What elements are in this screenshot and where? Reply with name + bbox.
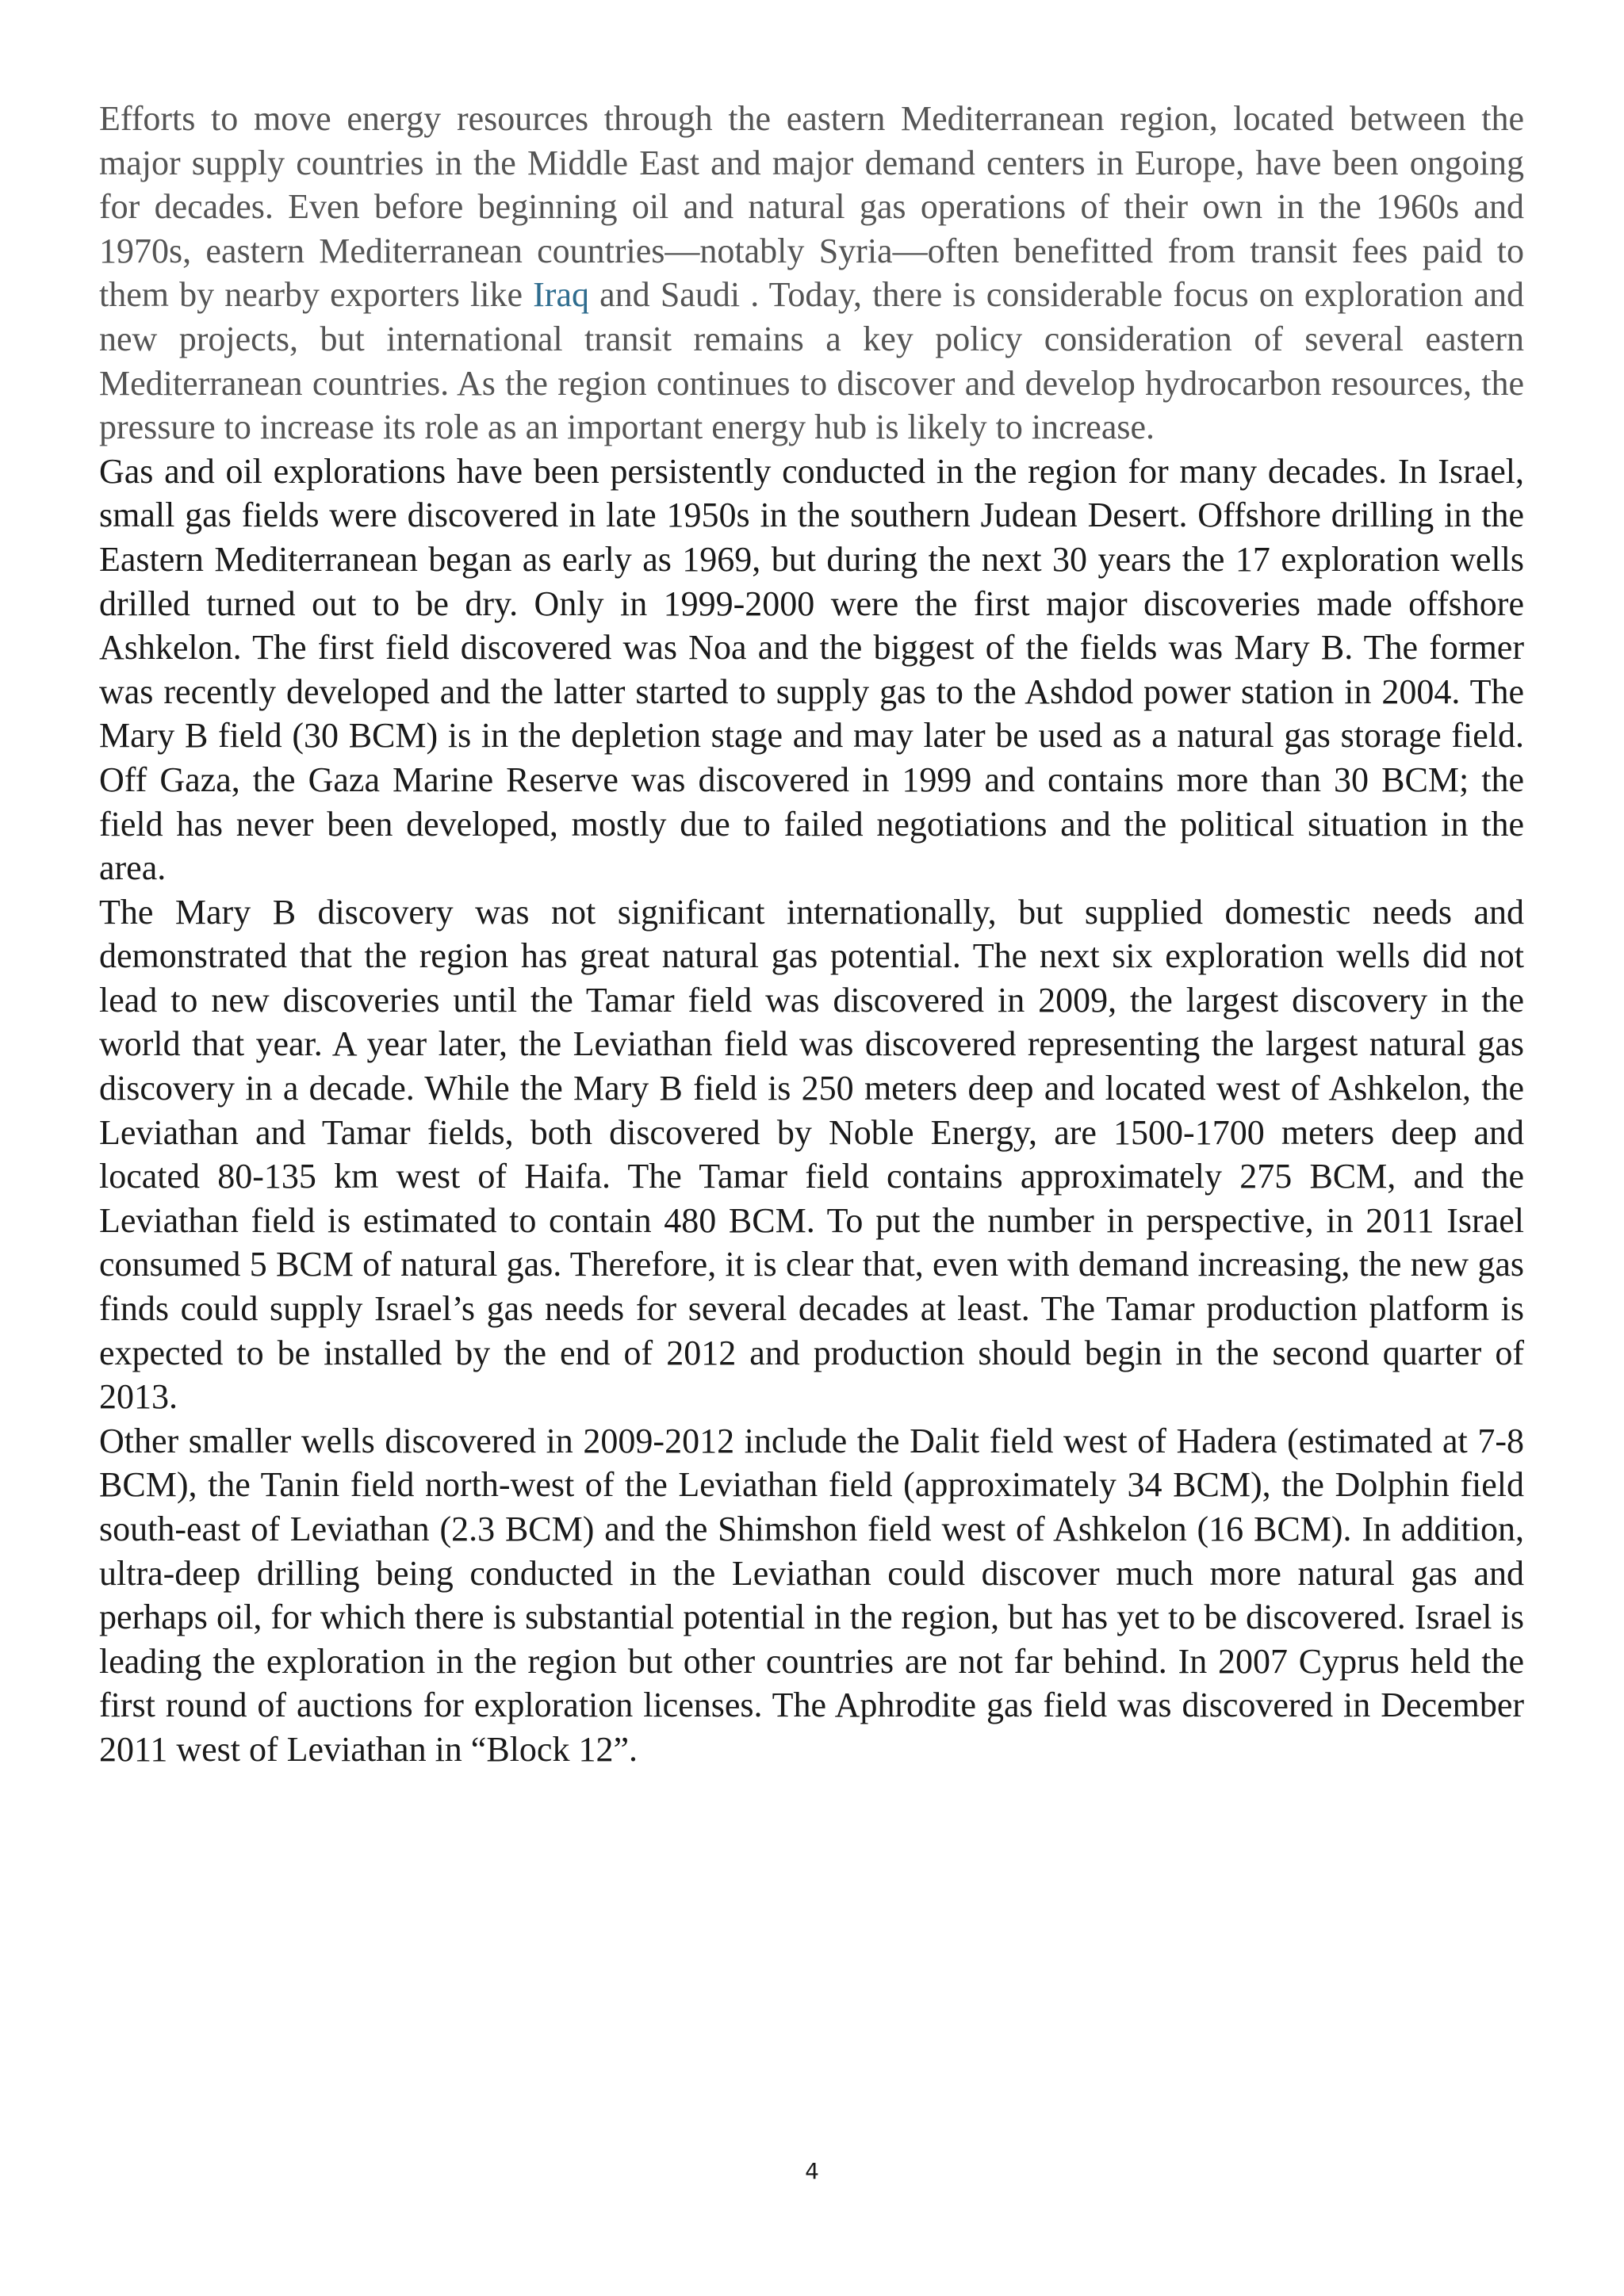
intro-text-end: and Saudi . Today, there is considerable focus on exploration and new projects, but international transit remains a key policy consideration of several eastern Mediterranean countries. As the region continues to discover and develop hydrocarbon resources, the pressure to increase its role as an important energy hub is likely to increase. (99, 275, 1524, 447)
paragraph-major-discoveries: The Mary B discovery was not significant internationally, but supplied domestic needs and demonstrated that the region has great natural gas potential. The next six exploration wells did not lead to new discoveries until the Tamar field was discovered in 2009, the largest discovery in the world that year. A year later, the Leviathan field was discovered representing the largest natural gas discovery in a decade. While the Mary B field is 250 meters deep and located west of Ashkelon, the Leviathan and Tamar fields, both discovered by Noble Energy, are 1500-1700 meters deep and located 80-135 km west of Haifa. The Tamar field contains approximately 275 BCM, and the Leviathan field is estimated to contain 480 BCM. To put the number in perspective, in 2011 Israel consumed 5 BCM of natural gas. Therefore, it is clear that, even with demand increasing, the new gas finds could supply Israel’s gas needs for several decades at least. The Tamar production platform is expected to be installed by the end of 2012 and production should begin in the second quarter of 2013. (99, 892, 1524, 1417)
paragraph-exploration-history: Gas and oil explorations have been persistently conducted in the region for many decades. In Israel, small gas fields were discovered in late 1950s in the southern Judean Desert. Offshore drilling in the Eastern Mediterranean began as early as 1969, but during the next 30 years the 17 exploration wells drilled turned out to be dry. Only in 1999-2000 were the first major discoveries made offshore Ashkelon. The first field discovered was Noa and the biggest of the fields was Mary B. The former was recently developed and the latter started to supply gas to the Ashdod power station in 2004. The Mary B field (30 BCM) is in the depletion stage and may later be used as a natural gas storage field. Off Gaza, the Gaza Marine Reserve was discovered in 1999 and contains more than 30 BCM; the field has never been developed, mostly due to failed negotiations and the political situation in the area. (99, 451, 1524, 888)
document-body (99, 97, 1524, 1772)
paragraph-intro (99, 97, 1524, 450)
paragraph-smaller-wells: Other smaller wells discovered in 2009-2012 include the Dalit field west of Hadera (estimated at 7-8 BCM), the Tanin field north-west of the Leviathan field (approximately 34 BCM), the Dolphin field south-east of Leviathan (2.3 BCM) and the Shimshon field west of Ashkelon (16 BCM). In addition, ultra-deep drilling being conducted in the Leviathan could discover much more natural gas and perhaps oil, for which there is substantial potential in the region, but has yet to be discovered. Israel is leading the exploration in the region but other countries are not far behind. In 2007 Cyprus held the first round of auctions for exploration licenses. The Aphrodite gas field was discovered in December 2011 west of Leviathan in “Block 12”. (99, 1421, 1524, 1769)
page-number: 4 (805, 2158, 819, 2184)
intro-text-start: Efforts to move energy resources through the eastern Mediterranean region, located between the major supply countries in the Middle East and major demand centers in Europe, have been ongoing for decades. Even before beginning oil and natural gas operations of their own in the 1960s and 1970s, eastern Mediterranean countries—notably Syria—often benefitted from transit fees paid to them by nearby exporters like (99, 99, 1524, 315)
iraq-link[interactable]: Iraq (533, 275, 589, 315)
